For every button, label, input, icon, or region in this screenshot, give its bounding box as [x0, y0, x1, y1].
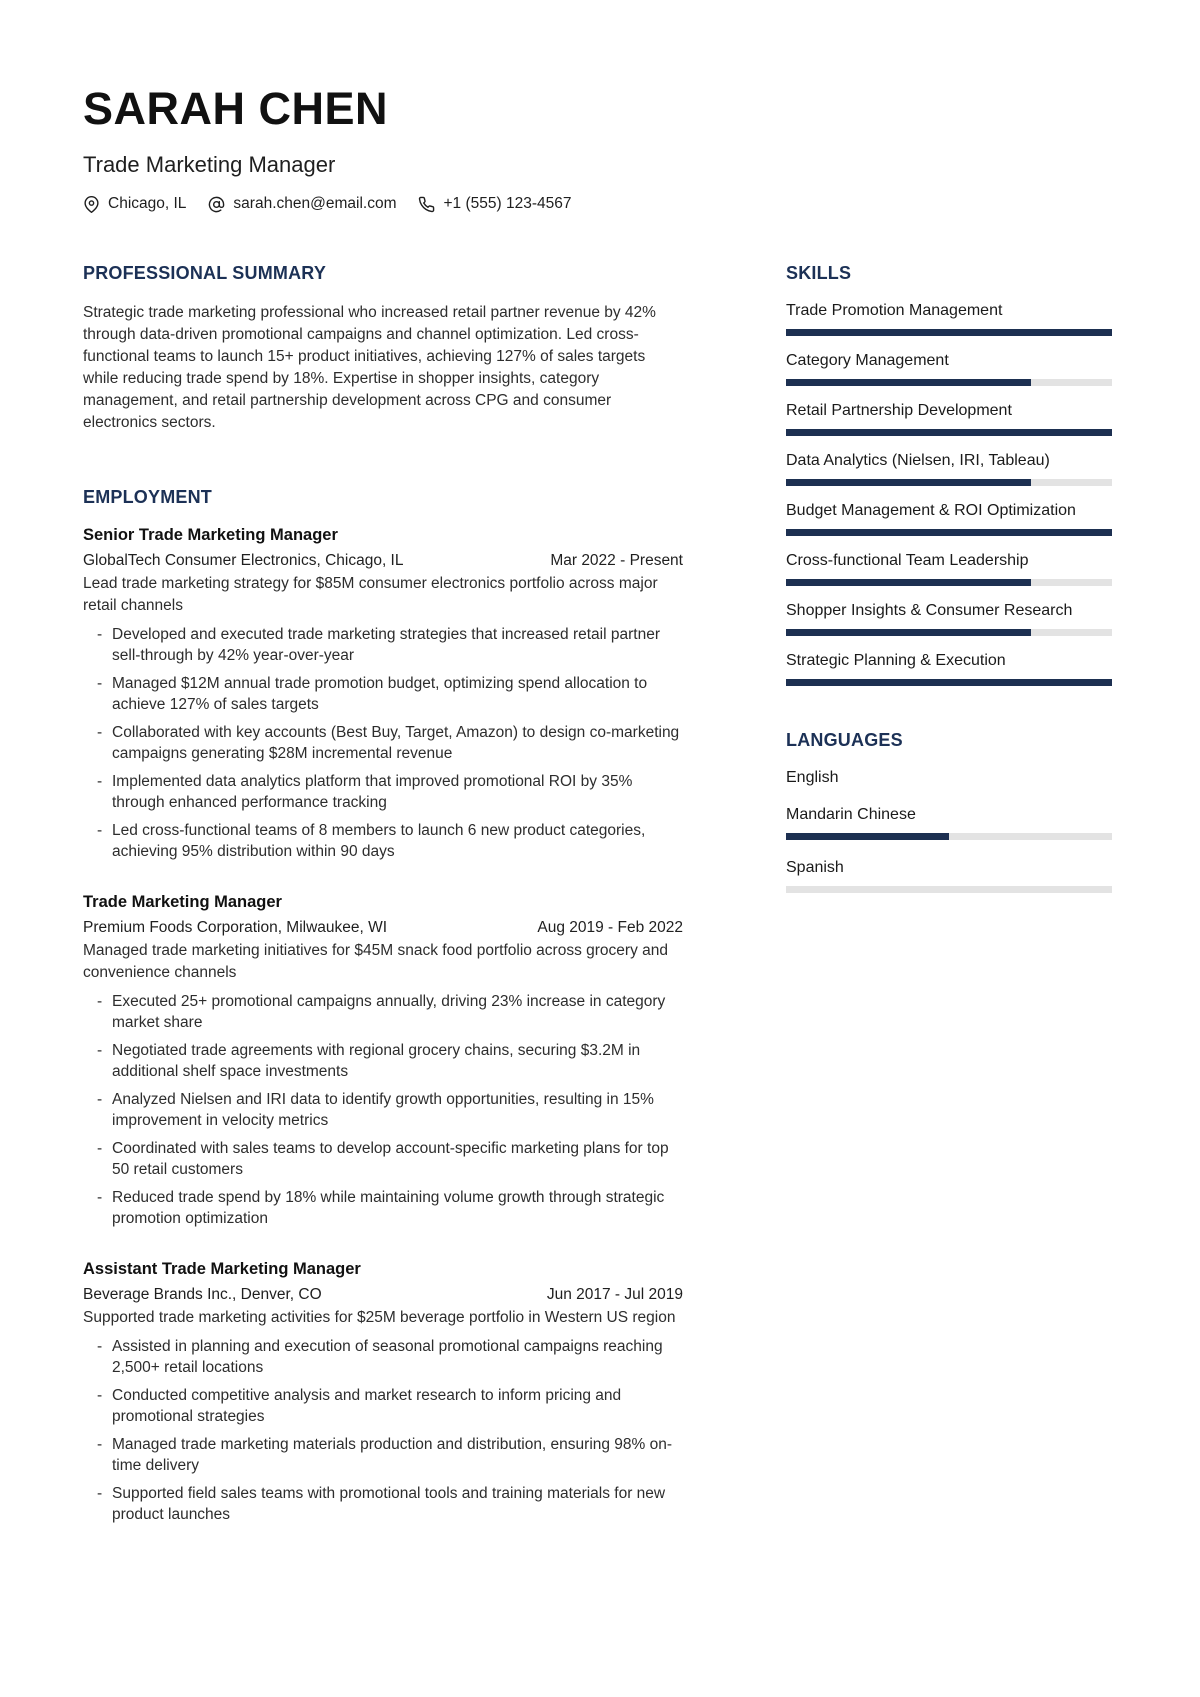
skill-item: [786, 552, 1112, 586]
employment-section: [83, 487, 683, 1525]
skill-bar-fill: [786, 329, 1112, 336]
job-meta: [83, 919, 683, 937]
language-item: [786, 806, 1112, 840]
language-label: Spanish: [786, 859, 844, 876]
languages-section: [786, 730, 1112, 893]
language-bar-track: [786, 833, 1112, 840]
job-company: Premium Foods Corporation, Milwaukee, WI: [83, 919, 388, 936]
bullet-item: - Implemented data analytics platform that improved promotional ROI by 35% through enhanced performance tracking: [97, 771, 683, 813]
skill-label: Trade Promotion Management: [786, 302, 1003, 319]
job-description: Managed trade marketing initiatives for $45M snack food portfolio across grocery and convenience channels: [83, 942, 668, 981]
job-dates: Mar 2022 - Present: [550, 552, 683, 569]
job-title: Assistant Trade Marketing Manager: [83, 1260, 361, 1278]
skill-bar-fill: [786, 379, 1031, 386]
skill-label: Budget Management & ROI Optimization: [786, 502, 1076, 519]
skill-bar-fill: [786, 529, 1112, 536]
phone-icon: [418, 196, 435, 213]
contact-location-text: Chicago, IL: [108, 195, 187, 212]
language-bar-track: [786, 886, 1112, 893]
bullet-item: - Analyzed Nielsen and IRI data to identify growth opportunities, resulting in 15% improvement in velocity metrics: [97, 1089, 683, 1131]
job-company: Beverage Brands Inc., Denver, CO: [83, 1286, 322, 1303]
job-meta: [83, 552, 683, 570]
skills-section: [786, 263, 1112, 686]
resume-header: [83, 83, 1112, 213]
skill-label: Shopper Insights & Consumer Research: [786, 602, 1073, 619]
contact-row: [83, 195, 1112, 213]
job-meta: [83, 1286, 683, 1304]
skill-bar-track: [786, 379, 1112, 386]
skill-item: [786, 352, 1112, 386]
job-dates: Jun 2017 - Jul 2019: [546, 1286, 683, 1303]
bullet-item: - Reduced trade spend by 18% while maintaining volume growth through strategic promotion optimization: [97, 1187, 683, 1229]
skill-item: [786, 302, 1112, 336]
bullet-item: - Supported field sales teams with promotional tools and training materials for new product launches: [97, 1483, 683, 1525]
job-entry: [83, 526, 683, 862]
bullet-item: - Executed 25+ promotional campaigns annually, driving 23% increase in category market share: [97, 991, 683, 1033]
summary-section: [83, 263, 683, 434]
skill-bar-track: [786, 579, 1112, 586]
skill-label: Cross-functional Team Leadership: [786, 552, 1029, 569]
skill-bar-fill: [786, 629, 1031, 636]
sidebar-column: [786, 263, 1112, 1532]
bullet-item: - Managed trade marketing materials production and distribution, ensuring 98% on-time delivery: [97, 1434, 683, 1476]
language-item: [786, 769, 1112, 787]
skill-bar-fill: [786, 429, 1112, 436]
skill-item: [786, 402, 1112, 436]
skill-item: [786, 602, 1112, 636]
job-title: Trade Marketing Manager: [83, 893, 282, 911]
skill-bar-fill: [786, 479, 1031, 486]
at-sign-icon: [208, 196, 225, 213]
skill-bar-fill: [786, 579, 1031, 586]
bullet-item: - Coordinated with sales teams to develop account-specific marketing plans for top 50 retail customers: [97, 1138, 683, 1180]
language-label: Mandarin Chinese: [786, 806, 916, 823]
job-entry: [83, 1260, 683, 1525]
skill-label: Retail Partnership Development: [786, 402, 1012, 419]
skill-label: Strategic Planning & Execution: [786, 652, 1006, 669]
job-dates: Aug 2019 - Feb 2022: [537, 919, 683, 936]
skill-label: Category Management: [786, 352, 949, 369]
language-bar-fill: [786, 833, 949, 840]
content-columns: [83, 263, 1112, 1532]
employment-heading: EMPLOYMENT: [83, 487, 213, 507]
skill-label: Data Analytics (Nielsen, IRI, Tableau): [786, 452, 1050, 469]
bullet-item: - Led cross-functional teams of 8 members to launch 6 new product categories, achieving 95% distribution within 90 days: [97, 820, 683, 862]
contact-phone-text: +1 (555) 123-4567: [443, 195, 572, 212]
job-description: Lead trade marketing strategy for $85M consumer electronics portfolio across major retail channels: [83, 575, 658, 614]
language-item: [786, 859, 1112, 893]
languages-heading: LANGUAGES: [786, 730, 903, 750]
summary-text: Strategic trade marketing professional who increased retail partner revenue by 42% through data-driven promotional campaigns and channel optimization. Led cross-functional teams to launch 15+ product initiatives, achieving 127% of sales targets while reducing trade spend by 18%. Expertise in shopper insights, category management, and retail partnership development across CPG and consumer electronics sectors.: [83, 304, 656, 431]
candidate-title: Trade Marketing Manager: [83, 152, 336, 177]
language-label: English: [786, 769, 839, 786]
skill-bar-track: [786, 429, 1112, 436]
skill-item: [786, 502, 1112, 536]
bullet-item: - Developed and executed trade marketing strategies that increased retail partner sell-through by 42% year-over-year: [97, 624, 683, 666]
skills-heading: SKILLS: [786, 263, 852, 283]
bullet-item: - Negotiated trade agreements with regional grocery chains, securing $3.2M in additional shelf space investments: [97, 1040, 683, 1082]
location-pin-icon: [83, 196, 100, 213]
skill-bar-track: [786, 529, 1112, 536]
job-description: Supported trade marketing activities for $25M beverage portfolio in Western US region: [83, 1309, 676, 1326]
bullet-item: - Assisted in planning and execution of seasonal promotional campaigns reaching 2,500+ retail locations: [97, 1336, 683, 1378]
contact-email-text: sarah.chen@email.com: [233, 195, 397, 212]
main-column: [83, 263, 683, 1532]
skill-bar-track: [786, 329, 1112, 336]
job-bullets: [97, 991, 683, 1229]
contact-location: [83, 195, 186, 213]
job-bullets: [97, 1336, 683, 1525]
contact-email: [208, 195, 396, 213]
candidate-name: SARAH CHEN: [83, 83, 389, 134]
skill-bar-track: [786, 679, 1112, 686]
skill-item: [786, 452, 1112, 486]
bullet-item: - Managed $12M annual trade promotion budget, optimizing spend allocation to achieve 127% of sales targets: [97, 673, 683, 715]
skill-item: [786, 652, 1112, 686]
contact-phone: [418, 195, 571, 213]
skill-bar-track: [786, 479, 1112, 486]
bullet-item: - Conducted competitive analysis and market research to inform pricing and promotional strategies: [97, 1385, 683, 1427]
skill-bar-fill: [786, 679, 1112, 686]
bullet-item: - Collaborated with key accounts (Best Buy, Target, Amazon) to design co-marketing campaigns generating $28M incremental revenue: [97, 722, 683, 764]
job-bullets: [97, 624, 683, 862]
job-company: GlobalTech Consumer Electronics, Chicago, IL: [83, 552, 404, 569]
job-entry: [83, 893, 683, 1229]
job-title: Senior Trade Marketing Manager: [83, 526, 338, 544]
summary-heading: PROFESSIONAL SUMMARY: [83, 263, 327, 283]
skill-bar-track: [786, 629, 1112, 636]
